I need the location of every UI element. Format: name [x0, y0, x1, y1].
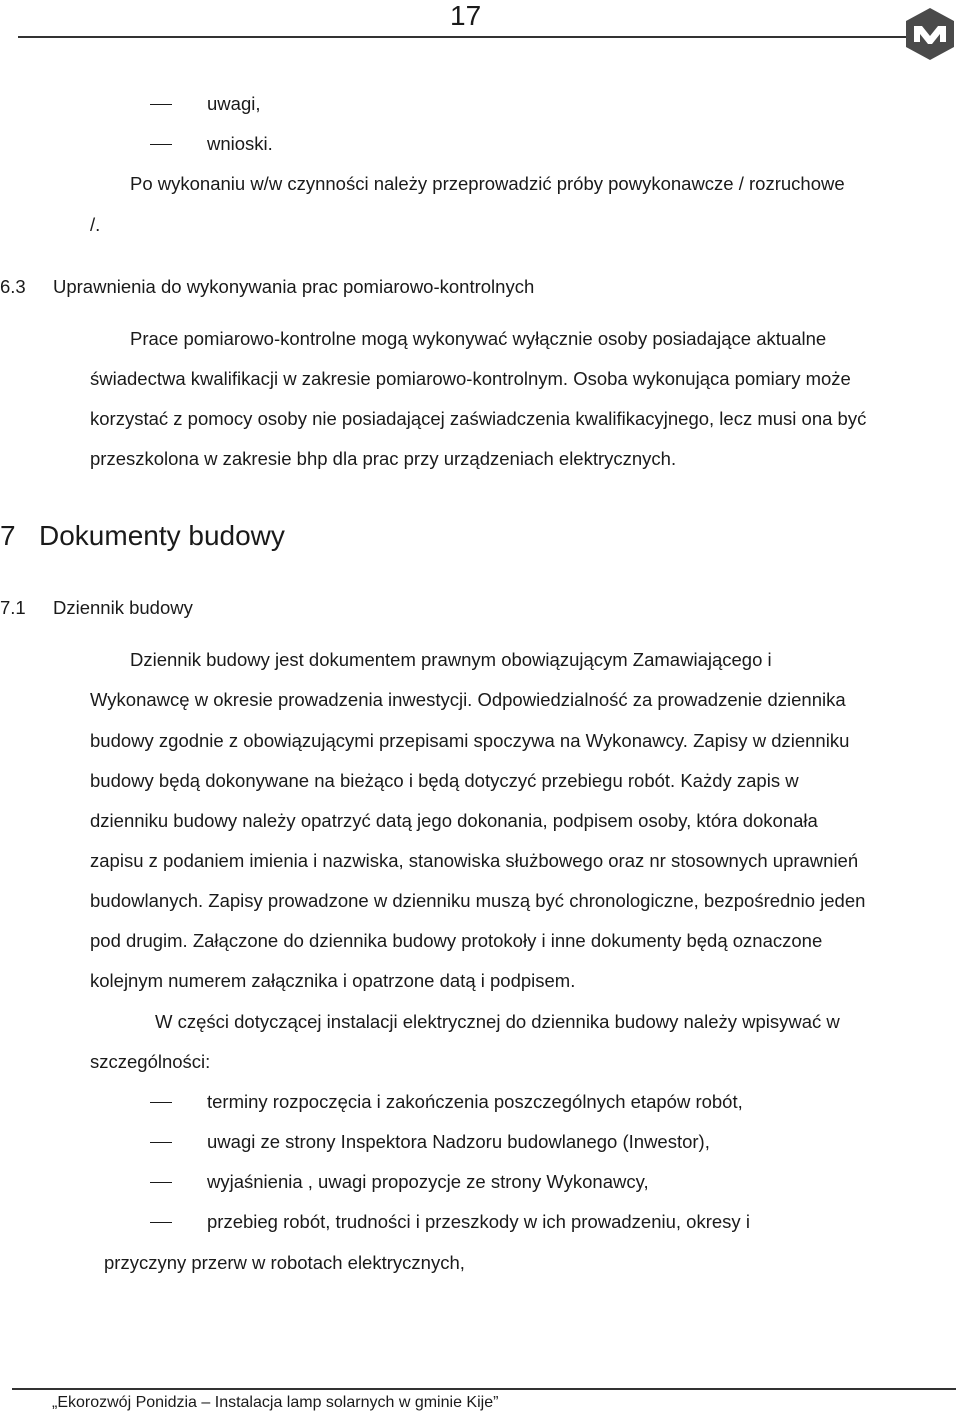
paragraph-line: zapisu z podaniem imienia i nazwiska, stanowiska służbowego oraz nr stosownych uprawnień [90, 850, 859, 871]
list-dash [150, 104, 172, 105]
section-title: Dziennik budowy [53, 597, 193, 618]
paragraph-line: szczególności: [90, 1051, 211, 1072]
paragraph-line: Wykonawcę w okresie prowadzenia inwestycji. Odpowiedzialność za prowadzenie dziennika [90, 689, 846, 710]
list-dash [150, 1222, 172, 1223]
company-logo-icon [904, 6, 956, 62]
paragraph-line: budowlanych. Zapisy prowadzone w dzienniku muszą być chronologiczne, bezpośrednio jeden [90, 890, 866, 911]
paragraph-line: budowy zgodnie z obowiązującymi przepisami spoczywa na Wykonawcy. Zapisy w dzienniku [90, 730, 850, 751]
footer-text: „Ekorozwój Ponidzia – Instalacja lamp solarnych w gminie Kije” [52, 1394, 499, 1411]
paragraph-line: /. [90, 214, 101, 235]
list-dash [150, 1182, 172, 1183]
paragraph-line: przeszkolona w zakresie bhp dla prac przy urządzeniach elektrycznych. [90, 448, 677, 469]
paragraph-line: Prace pomiarowo-kontrolne mogą wykonywać wyłącznie osoby posiadające aktualne [130, 328, 827, 349]
footer-rule [12, 1388, 956, 1390]
list-dash [150, 1142, 172, 1143]
paragraph-line: świadectwa kwalifikacji w zakresie pomiarowo-kontrolnym. Osoba wykonująca pomiary może [90, 368, 851, 389]
paragraph-line: dzienniku budowy należy opatrzyć datą jego dokonania, podpisem osoby, która dokonała [90, 810, 818, 831]
paragraph-line: budowy będą dokonywane na bieżąco i będą dotyczyć przebiegu robót. Każdy zapis w [90, 770, 799, 791]
paragraph-line: pod drugim. Załączone do dziennika budowy protokoły i inne dokumenty będą oznaczone [90, 930, 823, 951]
chapter-title: Dokumenty budowy [39, 520, 285, 551]
section-number: 7.1 [0, 597, 26, 618]
paragraph-line: Dziennik budowy jest dokumentem prawnym obowiązującym Zamawiającego i [130, 649, 772, 670]
paragraph-line: Po wykonaniu w/w czynności należy przeprowadzić próby powykonawcze / rozruchowe [130, 173, 845, 194]
header-rule [18, 36, 906, 38]
list-item: wyjaśnienia , uwagi propozycje ze strony Wykonawcy, [207, 1171, 649, 1192]
list-item-continuation: przyczyny przerw w robotach elektrycznych, [104, 1252, 465, 1273]
list-dash [150, 1102, 172, 1103]
paragraph-line: kolejnym numerem załącznika i opatrzone datą i podpisem. [90, 970, 576, 991]
section-title: Uprawnienia do wykonywania prac pomiarowo-kontrolnych [53, 276, 535, 297]
list-item: uwagi, [207, 93, 261, 114]
list-item: wnioski. [207, 133, 273, 154]
section-number: 6.3 [0, 276, 26, 297]
list-item: terminy rozpoczęcia i zakończenia poszczególnych etapów robót, [207, 1091, 743, 1112]
list-item: przebieg robót, trudności i przeszkody w ich prowadzeniu, okresy i [207, 1211, 750, 1232]
chapter-number: 7 [0, 520, 16, 551]
page-number: 17 [450, 0, 482, 31]
paragraph-line: korzystać z pomocy osoby nie posiadającej zaświadczenia kwalifikacyjnego, lecz musi ona być [90, 408, 867, 429]
paragraph-line: W części dotyczącej instalacji elektrycznej do dziennika budowy należy wpisywać w [155, 1011, 840, 1032]
list-item: uwagi ze strony Inspektora Nadzoru budowlanego (Inwestor), [207, 1131, 710, 1152]
list-dash [150, 144, 172, 145]
